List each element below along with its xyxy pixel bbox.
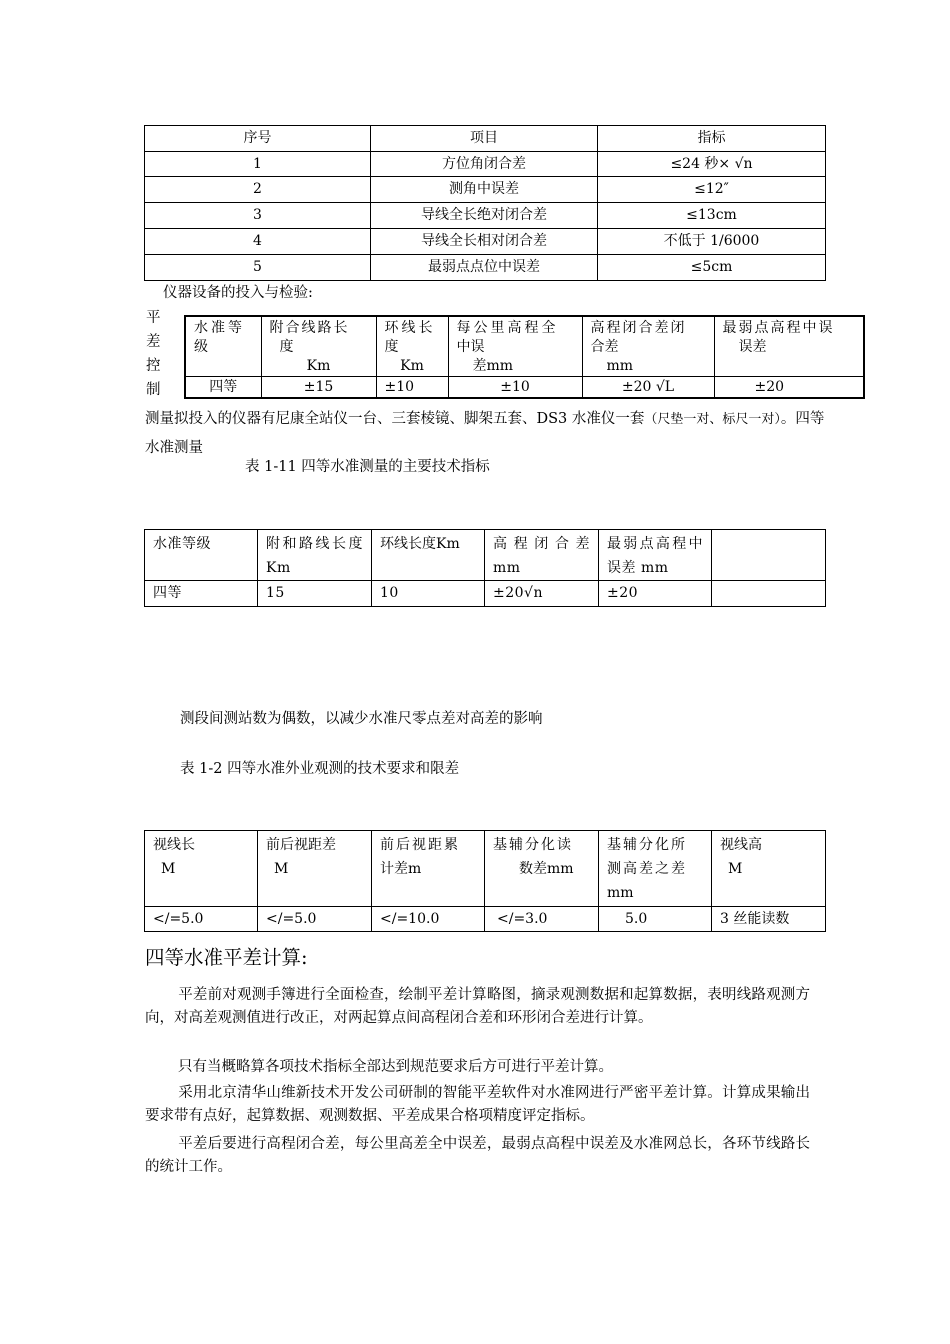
table-row (145, 177, 826, 203)
table-cell: 3 (145, 203, 371, 229)
table-cell: ±15 (261, 377, 376, 399)
instrument-note: （尺垫一对、标尺一对） (644, 412, 781, 427)
table-row (145, 255, 826, 281)
table3-caption: 表 1-11 四等水准测量的主要技术指标 (245, 459, 490, 475)
header-cell: 基辅分化所 测高差之差 mm (599, 831, 712, 907)
table-cell: 4 (145, 229, 371, 255)
table-field-observation (144, 830, 826, 932)
paragraph-text: 只有当概略算各项技术指标全部达到规范要求后方可进行平差计算。 (178, 1059, 613, 1075)
header-cell: 视线长 M (145, 831, 258, 907)
table-row (185, 377, 864, 399)
table-technical-indicators (144, 125, 826, 281)
table-cell: ≤24 秒× √n (598, 152, 826, 177)
table-cell: 四等 (185, 377, 261, 399)
table-cell: 1 (145, 152, 371, 177)
side-label-char: 制 (146, 382, 161, 398)
table-header-row (145, 831, 826, 907)
table-cell: </=5.0 (258, 907, 372, 932)
table-row (145, 229, 826, 255)
header-cell: 水准等级 (145, 530, 258, 581)
table-cell: ≤13cm (598, 203, 826, 229)
table-header-row (145, 530, 826, 581)
table-cell: 导线全长相对闭合差 (371, 229, 598, 255)
header-cell: 项目 (371, 126, 598, 152)
table-cell: 最弱点点位中误差 (371, 255, 598, 281)
header-cell: 环线长 度 Km (376, 316, 448, 377)
header-cell (185, 316, 261, 377)
header-cell: 最弱点高程中误差 mm (599, 530, 712, 581)
paragraph-text: 平差后要进行高程闭合差，每公里高差全中误差，最弱点高程中误差及水准网总长，各环节线路长的统计工作。 (145, 1136, 810, 1175)
table4-caption: 表 1-2 四等水准外业观测的技术要求和限差 (180, 761, 460, 777)
header-cell: 高程闭合差 mm (485, 530, 599, 581)
header-cell: 高程闭合差闭 合差 mm (582, 316, 714, 377)
instrument-heading: 仪器设备的投入与检验: (163, 285, 313, 301)
table-cell: 方位角闭合差 (371, 152, 598, 177)
table-cell: 3 丝能读数 (712, 907, 826, 932)
header-cell: 每公里高程全 中误 差mm (448, 316, 582, 377)
table-cell: 四等 (145, 581, 258, 607)
header-cell: 序号 (145, 126, 371, 152)
paragraph (145, 1133, 810, 1179)
table-cell: 5.0 (599, 907, 712, 932)
table-cell: 不低于 1/6000 (598, 229, 826, 255)
table-cell (712, 581, 826, 607)
table-cell: ±20 (714, 377, 864, 399)
header-cell: 附和路线长度 Km (258, 530, 372, 581)
paragraph-text: 采用北京清华山维新技术开发公司研制的智能平差软件对水准网进行严密平差计算。计算成果输出要求带有点好，起算数据、观测数据、平差成果合格项精度评定指标。 (145, 1085, 810, 1124)
side-label-char: 平 (146, 310, 161, 326)
table-cell: ±20 (599, 581, 712, 607)
table-header-row (185, 316, 864, 377)
table-leveling-indicators (144, 529, 826, 607)
header-cell: 指标 (598, 126, 826, 152)
table-cell: 10 (372, 581, 485, 607)
table-cell: 导线全长绝对闭合差 (371, 203, 598, 229)
header-cell (712, 530, 826, 581)
table-cell: ≤5cm (598, 255, 826, 281)
paragraph (145, 1056, 810, 1079)
table-leveling-control (184, 315, 865, 399)
instrument-text: 测量拟投入的仪器有尼康全站仪一台、三套棱镜、脚架五套、DS3 水准仪一套 (145, 411, 645, 427)
header-cell: 基辅分化读 数差mm (485, 831, 599, 907)
table-cell: 测角中误差 (371, 177, 598, 203)
header-cell: 前后视距累 计差m (372, 831, 485, 907)
table-cell: ±20√n (485, 581, 599, 607)
table-cell: </=10.0 (372, 907, 485, 932)
side-label-char: 差 (146, 334, 161, 350)
paragraph-text: 平差前对观测手簿进行全面检查，绘制平差计算略图，摘录观测数据和起算数据，表明线路观测方向，对高差观测值进行改正，对两起算点间高程闭合差和环形闭合差进行计算。 (145, 987, 810, 1026)
table-cell: ±10 (448, 377, 582, 399)
even-stations-note: 测段间测站数为偶数，以减少水准尺零点差对高差的影响 (180, 711, 543, 727)
table-cell: </=3.0 (485, 907, 599, 932)
header-text: 水准等级 (194, 320, 245, 355)
table-cell: ±20 √L (582, 377, 714, 399)
instrument-tail: 。四等水准测量 (145, 411, 825, 456)
header-cell: 环线长度Km (372, 530, 485, 581)
table-cell: 2 (145, 177, 371, 203)
table-cell: 5 (145, 255, 371, 281)
table-header-row (145, 126, 826, 152)
table-row (145, 152, 826, 177)
table-cell: ±10 (376, 377, 448, 399)
paragraph (145, 984, 810, 1030)
header-cell: 附合线路长 度 Km (261, 316, 376, 377)
paragraph (145, 1082, 810, 1128)
side-label-char: 控 (146, 358, 161, 374)
table-row (145, 203, 826, 229)
table-row (145, 907, 826, 932)
instrument-paragraph (145, 405, 835, 462)
table-row (145, 581, 826, 607)
table-cell: ≤12″ (598, 177, 826, 203)
header-cell: 前后视距差 M (258, 831, 372, 907)
header-cell: 视线高 M (712, 831, 826, 907)
table-cell: 15 (258, 581, 372, 607)
section-title: 四等水准平差计算: (145, 946, 308, 969)
table-cell: </=5.0 (145, 907, 258, 932)
header-cell: 最弱点高程中误 误差 (714, 316, 864, 377)
